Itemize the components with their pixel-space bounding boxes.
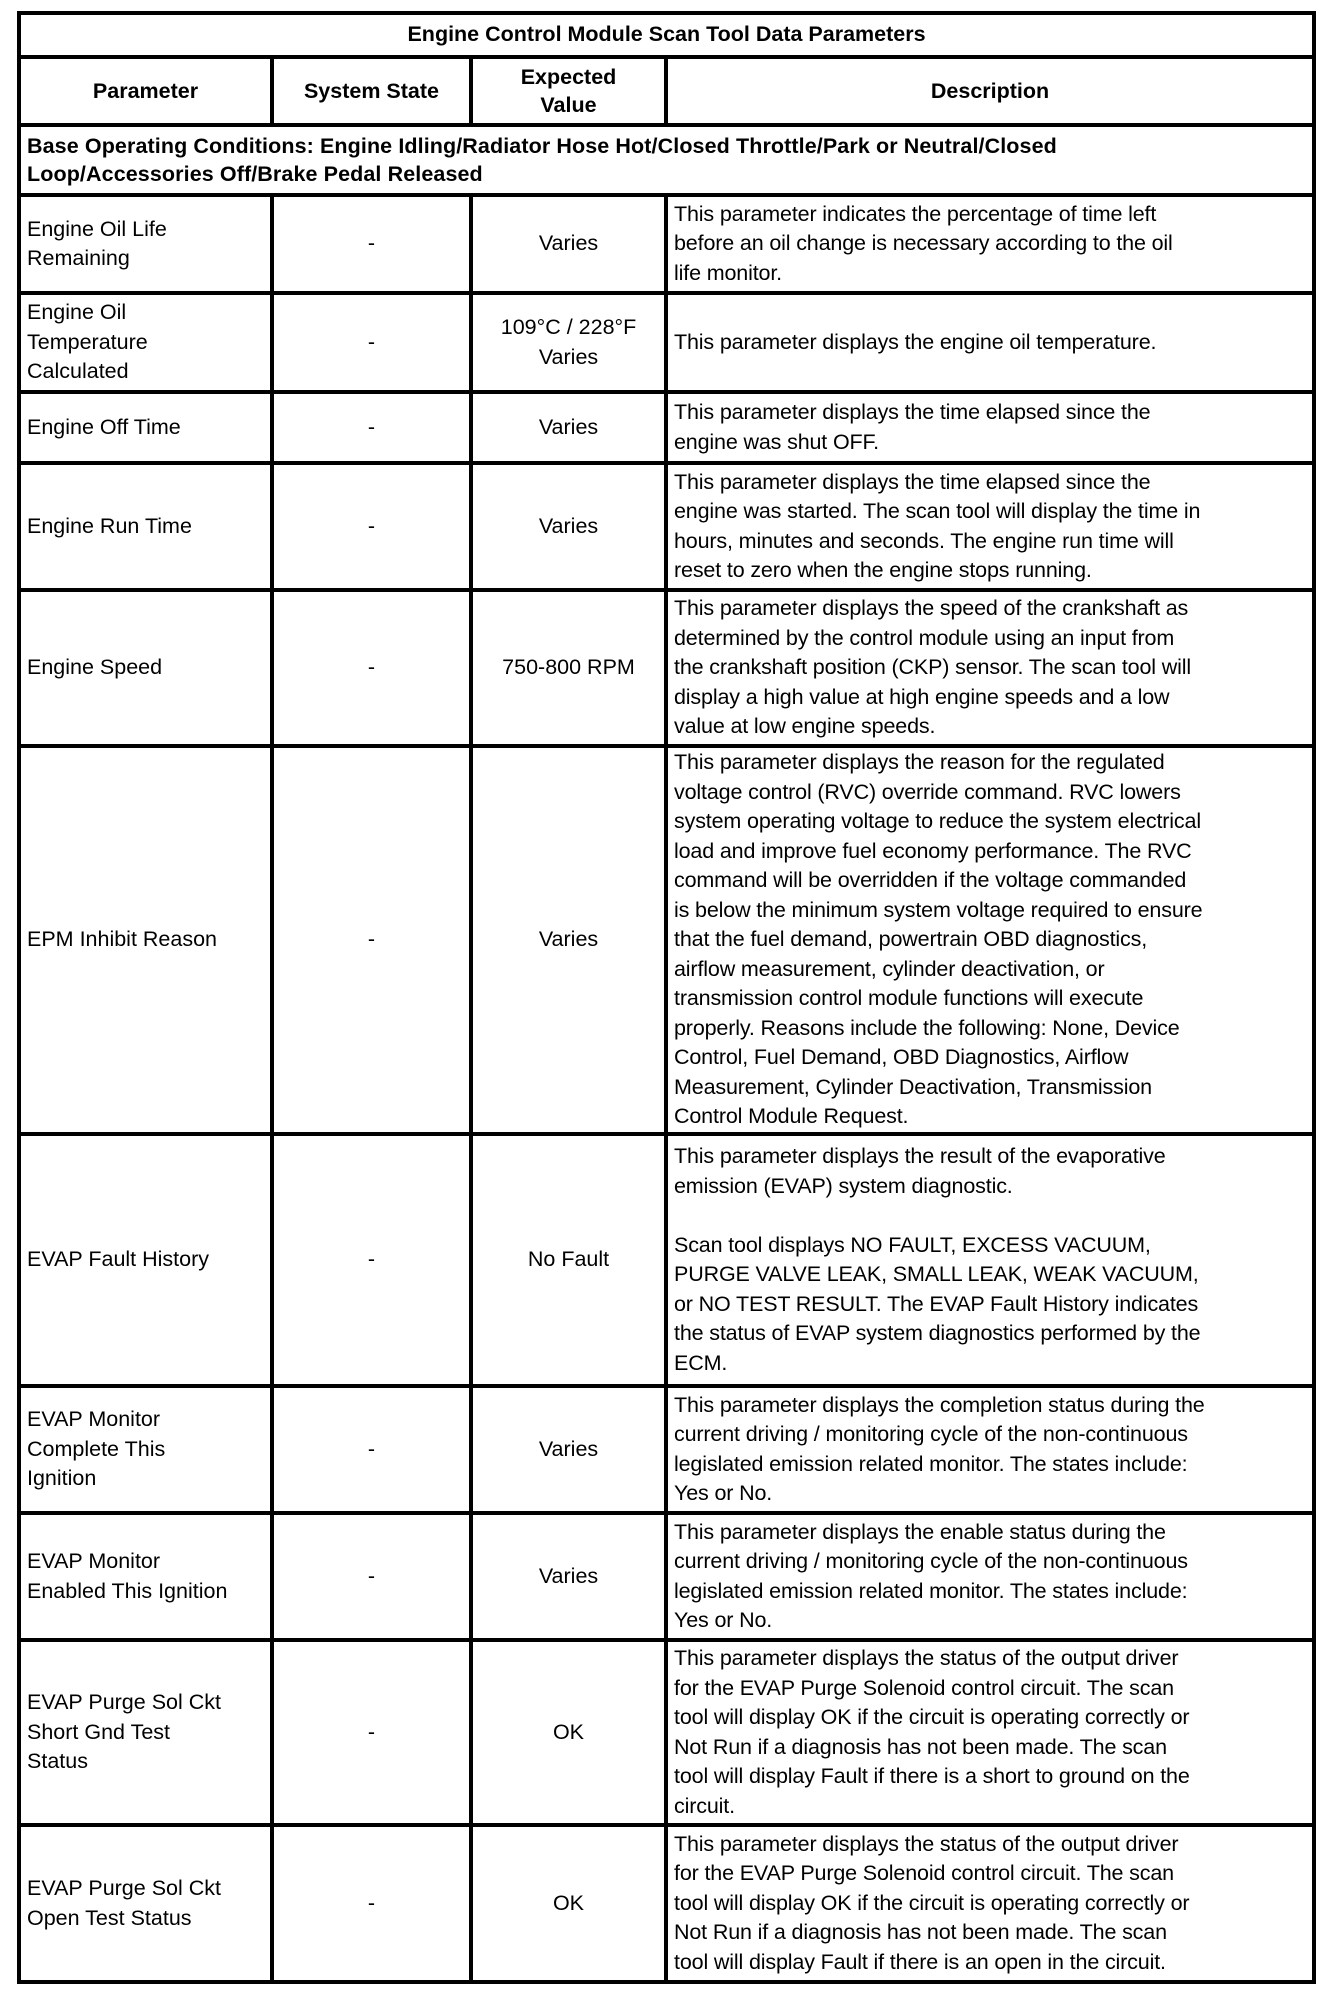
- description-line: current driving / monitoring cycle of the non-continuous: [674, 1422, 1188, 1446]
- parameter-name: Status: [27, 1749, 88, 1774]
- system-state-value: -: [367, 513, 376, 538]
- description-line: This parameter displays the status of the output driver: [674, 1646, 1179, 1670]
- description-line: system operating voltage to reduce the system electrical: [674, 809, 1201, 834]
- parameter-name: EVAP Fault History: [27, 1247, 210, 1272]
- expected-value: OK: [552, 1719, 585, 1744]
- parameter-name: Engine Off Time: [27, 414, 181, 439]
- system-state-cell: [272, 1134, 471, 1386]
- description-line: Scan tool displays NO FAULT, EXCESS VACUUM,: [674, 1232, 1151, 1257]
- description-line: for the EVAP Purge Solenoid control circuit. The scan: [674, 1861, 1174, 1886]
- column-header-description: [666, 57, 1314, 125]
- description-line: ECM.: [674, 1350, 728, 1375]
- parameter-cell: [19, 1513, 272, 1640]
- column-header-label: Description: [930, 79, 1050, 103]
- parameter-name: EVAP Monitor: [27, 1549, 161, 1573]
- description-line: or NO TEST RESULT. The EVAP Fault History indicates: [674, 1291, 1199, 1316]
- description-line: This parameter displays the status of the output driver: [674, 1831, 1179, 1856]
- description-line: current driving / monitoring cycle of the non-continuous: [674, 1549, 1188, 1573]
- description-line: engine was shut OFF.: [674, 429, 879, 454]
- description-line: Not Run if a diagnosis has not been made. The scan: [674, 1734, 1167, 1759]
- description-line: determined by the control module using an input from: [674, 625, 1175, 650]
- description-line: engine was started. The scan tool will display the time in: [674, 499, 1201, 523]
- parameter-cell: [19, 1134, 272, 1386]
- description-line: This parameter displays the time elapsed since the: [674, 469, 1151, 494]
- expected-value-cell: [471, 463, 666, 590]
- table-title: Engine Control Module Scan Tool Data Parameters: [19, 13, 1314, 57]
- description-line: hours, minutes and seconds. The engine run time will: [674, 528, 1174, 553]
- parameter-name: Engine Oil: [27, 300, 127, 325]
- parameter-cell: [19, 195, 272, 293]
- parameter-name: EVAP Purge Sol Ckt: [27, 1876, 221, 1900]
- scan-tool-data-table: [17, 11, 1316, 1984]
- table-row: [19, 293, 1314, 392]
- description-line: PURGE VALVE LEAK, SMALL LEAK, WEAK VACUUM,: [674, 1262, 1199, 1286]
- table-row: [19, 1825, 1314, 1982]
- description-cell: [666, 392, 1314, 463]
- description-cell: [666, 1513, 1314, 1640]
- table-row: [19, 590, 1314, 746]
- description-line: is below the minimum system voltage required to ensure: [674, 897, 1203, 922]
- expected-value-cell: [471, 293, 666, 392]
- table-row: [19, 1640, 1314, 1825]
- system-state-cell: [272, 293, 471, 392]
- parameter-cell: [19, 1640, 272, 1825]
- base-conditions-line: Base Operating Conditions: Engine Idling/Radiator Hose Hot/Closed Throttle/Park or Neutral/Closed: [27, 134, 1057, 158]
- system-state-value: -: [367, 231, 376, 256]
- description-line: display a high value at high engine speeds and a low: [674, 684, 1170, 709]
- parameter-name: EVAP Purge Sol Ckt: [27, 1690, 221, 1715]
- system-state-cell: [272, 463, 471, 590]
- column-header-label: Expected: [520, 65, 617, 89]
- parameter-name: Complete This: [27, 1436, 166, 1461]
- description-cell: [666, 463, 1314, 590]
- system-state-value: -: [367, 1890, 376, 1915]
- description-line: airflow measurement, cylinder deactivation, or: [674, 956, 1105, 981]
- description-line: tool will display OK if the circuit is operating correctly or: [674, 1705, 1190, 1729]
- description-line: This parameter displays the result of the evaporative: [674, 1144, 1166, 1168]
- expected-value: Varies: [538, 1563, 599, 1588]
- description-line: reset to zero when the engine stops running.: [674, 558, 1092, 582]
- parameter-name: Enabled This Ignition: [27, 1578, 228, 1603]
- description-line: properly. Reasons include the following: None, Device: [674, 1015, 1180, 1040]
- system-state-value: -: [367, 1436, 376, 1461]
- parameter-name: Short Gnd Test: [27, 1719, 171, 1744]
- table-row: [19, 195, 1314, 293]
- parameter-name: EPM Inhibit Reason: [27, 927, 218, 952]
- system-state-value: -: [367, 329, 376, 354]
- parameter-name: Remaining: [27, 246, 130, 270]
- description-cell: [666, 746, 1314, 1134]
- description-line: command will be overridden if the voltage commanded: [674, 868, 1187, 893]
- expected-value: OK: [552, 1890, 585, 1915]
- base-conditions-row: [19, 125, 1314, 195]
- description-cell: [666, 590, 1314, 746]
- expected-value: 109°C / 228°F: [500, 315, 637, 339]
- base-conditions-line: Loop/Accessories Off/Brake Pedal Released: [27, 162, 483, 186]
- description-line: This parameter displays the enable status during the: [674, 1519, 1166, 1544]
- parameter-cell: [19, 590, 272, 746]
- parameter-cell: [19, 1386, 272, 1513]
- description-line: tool will display OK if the circuit is operating correctly or: [674, 1890, 1190, 1915]
- description-line: This parameter displays the completion status during the: [674, 1392, 1205, 1417]
- system-state-cell: [272, 195, 471, 293]
- description-cell: [666, 1134, 1314, 1386]
- column-header-label: System State: [303, 79, 440, 103]
- description-line: that the fuel demand, powertrain OBD diagnostics,: [674, 927, 1148, 952]
- expected-value-cell: [471, 590, 666, 746]
- parameter-name: EVAP Monitor: [27, 1407, 161, 1432]
- parameter-name: Engine Speed: [27, 655, 163, 680]
- parameter-name: Temperature: [27, 329, 148, 354]
- expected-value-cell: [471, 392, 666, 463]
- description-line: life monitor.: [674, 260, 782, 285]
- system-state-cell: [272, 1513, 471, 1640]
- description-line: emission (EVAP) system diagnostic.: [674, 1173, 1013, 1198]
- parameter-name: Engine Oil Life: [27, 216, 167, 241]
- description-line: tool will display Fault if there is an open in the circuit.: [674, 1949, 1166, 1974]
- description-line: the status of EVAP system diagnostics performed by the: [674, 1321, 1201, 1345]
- description-line: legislated emission related monitor. The states include:: [674, 1451, 1188, 1476]
- expected-value: Varies: [538, 513, 599, 538]
- expected-value-cell: [471, 195, 666, 293]
- table-row: [19, 463, 1314, 590]
- system-state-value: -: [367, 414, 376, 439]
- parameter-cell: [19, 392, 272, 463]
- expected-value-cell: [471, 1825, 666, 1982]
- parameter-name: Ignition: [27, 1466, 97, 1491]
- column-header-expected-value: [471, 57, 666, 125]
- description-line: value at low engine speeds.: [674, 714, 936, 739]
- parameter-cell: [19, 463, 272, 590]
- expected-value-cell: [471, 1134, 666, 1386]
- description-line: Control, Fuel Demand, OBD Diagnostics, Airflow: [674, 1045, 1129, 1070]
- description-line: Not Run if a diagnosis has not been made. The scan: [674, 1920, 1167, 1945]
- expected-value-cell: [471, 1386, 666, 1513]
- column-header-row: [19, 57, 1314, 125]
- description-line: This parameter displays the speed of the crankshaft as: [674, 596, 1189, 621]
- expected-value: Varies: [538, 231, 599, 256]
- expected-value: Varies: [538, 344, 599, 369]
- system-state-cell: [272, 1640, 471, 1825]
- description-line: load and improve fuel economy performance. The RVC: [674, 838, 1192, 863]
- description-line: Measurement, Cylinder Deactivation, Transmission: [674, 1074, 1152, 1099]
- expected-value-cell: [471, 746, 666, 1134]
- expected-value: No Fault: [527, 1247, 610, 1272]
- description-line: before an oil change is necessary according to the oil: [674, 231, 1173, 256]
- description-line: Yes or No.: [674, 1608, 773, 1632]
- description-line: transmission control module functions will execute: [674, 986, 1144, 1011]
- system-state-cell: [272, 590, 471, 746]
- description-line: circuit.: [674, 1793, 735, 1818]
- description-line: Yes or No.: [674, 1481, 773, 1505]
- table-row: [19, 746, 1314, 1134]
- description-cell: [666, 195, 1314, 293]
- description-line: for the EVAP Purge Solenoid control circuit. The scan: [674, 1675, 1174, 1700]
- description-cell: [666, 1640, 1314, 1825]
- system-state-value: -: [367, 1719, 376, 1744]
- description-line: This parameter displays the reason for the regulated: [674, 750, 1165, 775]
- system-state-cell: [272, 746, 471, 1134]
- table-row: [19, 1386, 1314, 1513]
- parameter-name: Calculated: [27, 359, 129, 384]
- system-state-cell: [272, 1386, 471, 1513]
- description-line: Control Module Request.: [674, 1104, 909, 1129]
- expected-value: Varies: [538, 414, 599, 439]
- column-header-label: Parameter: [92, 79, 199, 103]
- expected-value-cell: [471, 1640, 666, 1825]
- description-line: This parameter displays the engine oil temperature.: [674, 329, 1157, 354]
- parameter-cell: [19, 746, 272, 1134]
- description-cell: [666, 293, 1314, 392]
- description-line: This parameter indicates the percentage of time left: [674, 201, 1157, 226]
- system-state-cell: [272, 1825, 471, 1982]
- parameter-name: Engine Run Time: [27, 513, 192, 538]
- system-state-value: -: [367, 655, 376, 680]
- base-conditions: [19, 125, 1314, 195]
- system-state-value: -: [367, 1247, 376, 1272]
- parameter-cell: [19, 293, 272, 392]
- description-line: [674, 1201, 1306, 1231]
- expected-value-cell: [471, 1513, 666, 1640]
- description-line: the crankshaft position (CKP) sensor. The scan tool will: [674, 655, 1192, 680]
- description-line: tool will display Fault if there is a short to ground on the: [674, 1764, 1190, 1788]
- table-body: [19, 195, 1314, 1982]
- expected-value: 750-800 RPM: [502, 655, 635, 680]
- description-line: legislated emission related monitor. The states include:: [674, 1578, 1188, 1603]
- parameter-name: Open Test Status: [27, 1905, 192, 1930]
- column-header-system-state: [272, 57, 471, 125]
- description-cell: [666, 1386, 1314, 1513]
- column-header-label: Value: [540, 93, 597, 117]
- system-state-value: -: [367, 1563, 376, 1588]
- expected-value: Varies: [538, 1436, 599, 1461]
- parameter-cell: [19, 1825, 272, 1982]
- system-state-cell: [272, 392, 471, 463]
- column-header-parameter: [19, 57, 272, 125]
- table-row: [19, 1513, 1314, 1640]
- description-line: voltage control (RVC) override command. RVC lowers: [674, 779, 1181, 804]
- description-line: This parameter displays the time elapsed since the: [674, 400, 1151, 424]
- expected-value: Varies: [538, 927, 599, 952]
- system-state-value: -: [367, 927, 376, 952]
- table-title-row: [19, 13, 1314, 57]
- table-row: [19, 1134, 1314, 1386]
- description-cell: [666, 1825, 1314, 1982]
- table-row: [19, 392, 1314, 463]
